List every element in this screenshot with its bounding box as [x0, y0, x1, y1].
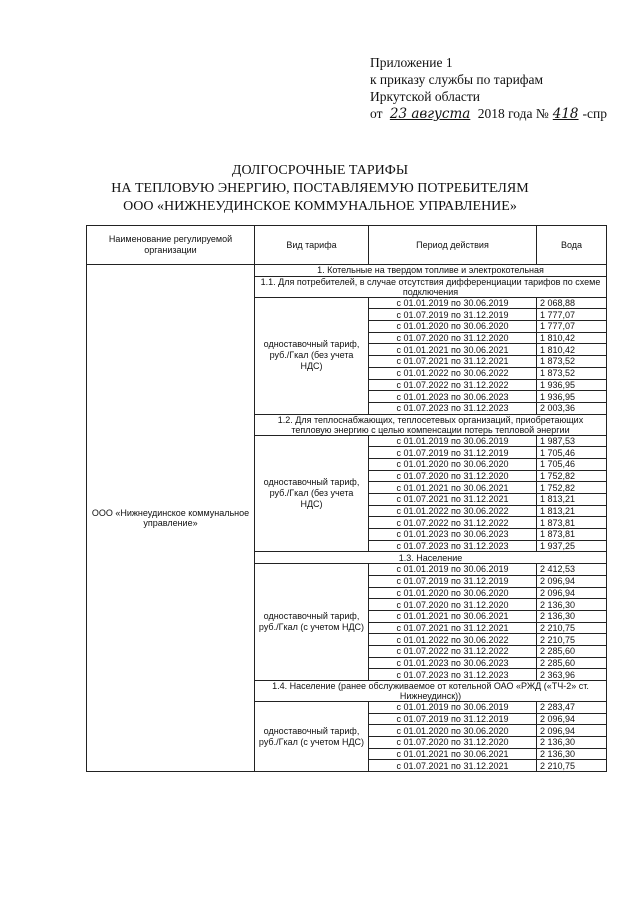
water-value-cell: 1 873,81	[537, 517, 607, 529]
period-cell: с 01.01.2021 по 30.06.2021	[369, 748, 537, 760]
water-value-cell: 2 210,75	[537, 760, 607, 772]
water-value-cell: 1 810,42	[537, 344, 607, 356]
water-value-cell: 1 752,82	[537, 482, 607, 494]
handwritten-date: 23 августа	[389, 106, 471, 122]
period-cell: с 01.01.2021 по 30.06.2021	[369, 610, 537, 622]
water-value-cell: 2 210,75	[537, 622, 607, 634]
date-suffix: 2018 года №	[477, 106, 549, 121]
water-value-cell: 2 068,88	[537, 297, 607, 309]
period-cell: с 01.07.2019 по 31.12.2019	[369, 713, 537, 725]
appendix-line-3: Иркутской области	[370, 89, 481, 104]
title-line-3: ООО «НИЖНЕУДИНСКОЕ КОММУНАЛЬНОЕ УПРАВЛЕНИЕ»	[123, 199, 517, 214]
water-value-cell: 1 873,81	[537, 529, 607, 541]
subsection-title: 1.4. Население (ранее обслуживаемое от котельной ОАО «РЖД («ТЧ-2» ст. Нижнеудинск))	[255, 681, 607, 702]
water-value-cell: 2 096,94	[537, 725, 607, 737]
water-value-cell: 1 813,21	[537, 505, 607, 517]
water-value-cell: 2 285,60	[537, 657, 607, 669]
water-value-cell: 2 412,53	[537, 564, 607, 576]
period-cell: с 01.01.2022 по 30.06.2022	[369, 505, 537, 517]
period-cell: с 01.01.2020 по 30.06.2020	[369, 725, 537, 737]
water-value-cell: 2 285,60	[537, 645, 607, 657]
period-cell: с 01.07.2019 по 31.12.2019	[369, 447, 537, 459]
table-body	[87, 265, 607, 772]
water-value-cell: 2 136,30	[537, 737, 607, 749]
period-cell: с 01.07.2021 по 31.12.2021	[369, 622, 537, 634]
period-cell: с 01.01.2019 по 30.06.2019	[369, 435, 537, 447]
period-cell: с 01.01.2022 по 30.06.2022	[369, 634, 537, 646]
header-row	[87, 226, 607, 265]
tariff-kind: одноставочный тариф, руб./Гкал (без учета НДС)	[255, 435, 369, 552]
tariff-kind: одноставочный тариф, руб./Гкал (с учетом НДС)	[255, 702, 369, 772]
org-name: ООО «Нижнеудинское коммунальное управление»	[87, 265, 255, 772]
water-value-cell: 2 210,75	[537, 634, 607, 646]
period-cell: с 01.07.2022 по 31.12.2022	[369, 645, 537, 657]
period-cell: с 01.07.2023 по 31.12.2023	[369, 540, 537, 552]
water-value-cell: 1 936,95	[537, 379, 607, 391]
appendix-block	[370, 54, 607, 123]
period-cell: с 01.01.2021 по 30.06.2021	[369, 344, 537, 356]
tariff-table	[86, 225, 607, 772]
period-cell: с 01.01.2021 по 30.06.2021	[369, 482, 537, 494]
period-cell: с 01.01.2019 по 30.06.2019	[369, 297, 537, 309]
header-org: Наименование регулируемой организации	[87, 226, 255, 265]
period-cell: с 01.07.2019 по 31.12.2019	[369, 309, 537, 321]
period-cell: с 01.07.2020 по 31.12.2020	[369, 332, 537, 344]
period-cell: с 01.07.2021 по 31.12.2021	[369, 760, 537, 772]
handwritten-number: 418	[552, 106, 579, 122]
water-value-cell: 1 873,52	[537, 367, 607, 379]
water-value-cell: 2 363,96	[537, 669, 607, 681]
period-cell: с 01.01.2020 по 30.06.2020	[369, 587, 537, 599]
water-value-cell: 2 136,30	[537, 599, 607, 611]
water-value-cell: 1 937,25	[537, 540, 607, 552]
water-value-cell: 2 096,94	[537, 587, 607, 599]
title-line-1: ДОЛГОСРОЧНЫЕ ТАРИФЫ	[231, 163, 409, 178]
water-value-cell: 2 136,30	[537, 748, 607, 760]
period-cell: с 01.01.2023 по 30.06.2023	[369, 391, 537, 403]
period-cell: с 01.07.2020 по 31.12.2020	[369, 470, 537, 482]
water-value-cell: 1 813,21	[537, 494, 607, 506]
subsection-title: 1.1. Для потребителей, в случае отсутствия дифференциации тарифов по схеме подключения	[255, 276, 607, 297]
period-cell: с 01.07.2023 по 31.12.2023	[369, 669, 537, 681]
tariff-kind: одноставочный тариф, руб./Гкал (без учета НДС)	[255, 297, 369, 414]
section-row	[87, 265, 607, 277]
water-value-cell: 2 003,36	[537, 402, 607, 414]
subsection-title: 1.3. Население	[255, 552, 607, 564]
number-suffix: -спр	[582, 106, 607, 121]
date-prefix: от	[370, 106, 383, 121]
water-value-cell: 2 136,30	[537, 610, 607, 622]
period-cell: с 01.07.2023 по 31.12.2023	[369, 402, 537, 414]
subsection-title: 1.2. Для теплоснабжающих, теплосетевых организаций, приобретающих тепловую энергию с целью компенсации потерь тепловой энергии	[255, 414, 607, 435]
appendix-date-line	[370, 105, 607, 123]
period-cell: с 01.01.2020 по 30.06.2020	[369, 321, 537, 333]
appendix-line-1: Приложение 1	[370, 55, 453, 70]
period-cell: с 01.07.2022 по 31.12.2022	[369, 379, 537, 391]
period-cell: с 01.07.2020 по 31.12.2020	[369, 599, 537, 611]
period-cell: с 01.01.2019 по 30.06.2019	[369, 564, 537, 576]
water-value-cell: 1 777,07	[537, 309, 607, 321]
period-cell: с 01.01.2023 по 30.06.2023	[369, 657, 537, 669]
water-value-cell: 1 873,52	[537, 356, 607, 368]
period-cell: с 01.07.2021 по 31.12.2021	[369, 356, 537, 368]
period-cell: с 01.07.2020 по 31.12.2020	[369, 737, 537, 749]
period-cell: с 01.01.2020 по 30.06.2020	[369, 458, 537, 470]
water-value-cell: 2 283,47	[537, 702, 607, 714]
water-value-cell: 1 987,53	[537, 435, 607, 447]
period-cell: с 01.07.2021 по 31.12.2021	[369, 494, 537, 506]
period-cell: с 01.07.2022 по 31.12.2022	[369, 517, 537, 529]
title-line-2: НА ТЕПЛОВУЮ ЭНЕРГИЮ, ПОСТАВЛЯЕМУЮ ПОТРЕБИТЕЛЯМ	[111, 181, 529, 196]
water-value-cell: 1 936,95	[537, 391, 607, 403]
period-cell: с 01.07.2019 по 31.12.2019	[369, 575, 537, 587]
period-cell: с 01.01.2023 по 30.06.2023	[369, 529, 537, 541]
period-cell: с 01.01.2022 по 30.06.2022	[369, 367, 537, 379]
header-kind: Вид тарифа	[255, 226, 369, 265]
water-value-cell: 2 096,94	[537, 713, 607, 725]
main-section-title: 1. Котельные на твердом топливе и электрокотельная	[255, 265, 607, 277]
document-title	[0, 162, 640, 216]
water-value-cell: 2 096,94	[537, 575, 607, 587]
header-water: Вода	[537, 226, 607, 265]
water-value-cell: 1 705,46	[537, 447, 607, 459]
water-value-cell: 1 705,46	[537, 458, 607, 470]
tariff-kind: одноставочный тариф, руб./Гкал (с учетом НДС)	[255, 564, 369, 681]
appendix-line-2: к приказу службы по тарифам	[370, 72, 544, 87]
header-period: Период действия	[369, 226, 537, 265]
period-cell: с 01.01.2019 по 30.06.2019	[369, 702, 537, 714]
water-value-cell: 1 777,07	[537, 321, 607, 333]
water-value-cell: 1 752,82	[537, 470, 607, 482]
water-value-cell: 1 810,42	[537, 332, 607, 344]
